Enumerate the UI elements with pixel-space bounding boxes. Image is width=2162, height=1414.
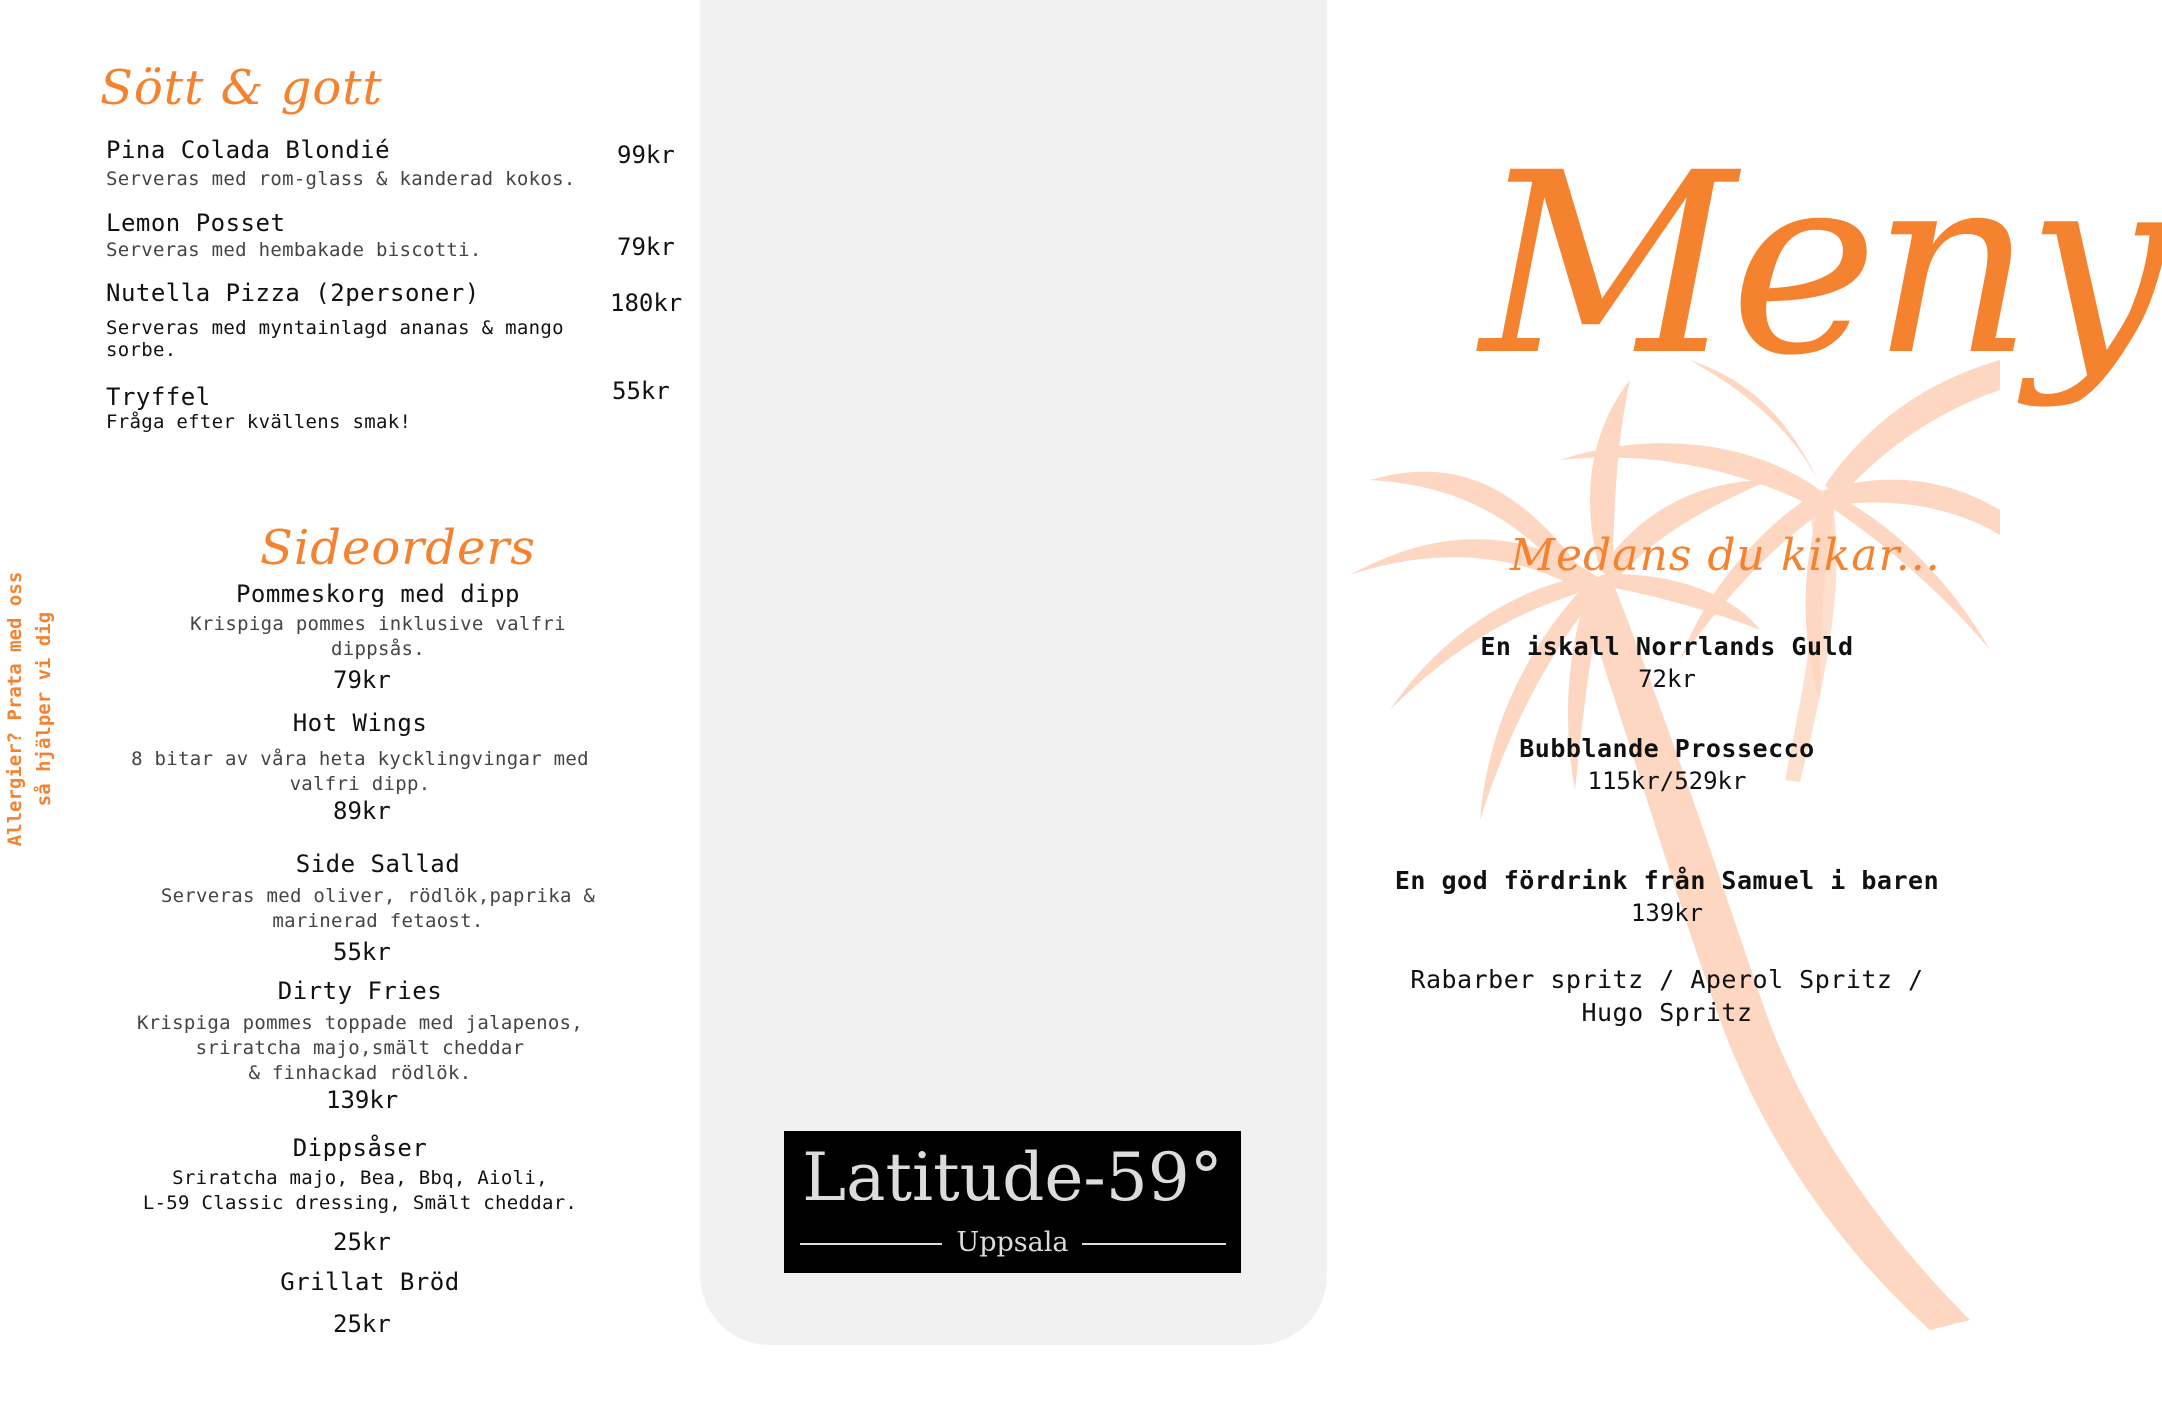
dessert-desc: Serveras med hembakade biscotti. <box>106 239 482 261</box>
side-price-4: 139kr <box>326 1086 399 1114</box>
dessert-name: Pina Colada Blondié <box>106 136 391 164</box>
dessert-name: Nutella Pizza (2personer) <box>106 279 480 307</box>
side-name: Pommeskorg med dipp <box>235 580 521 608</box>
dessert-desc: Fråga efter kvällens smak! <box>106 411 412 433</box>
side-item-2 <box>60 709 660 797</box>
side-desc: & finhackad rödlök. <box>248 1062 472 1084</box>
dessert-name: Lemon Posset <box>106 209 286 237</box>
side-desc: Krispiga pommes toppade med jalapenos, <box>136 1012 584 1034</box>
dessert-price-3: 180kr <box>610 289 683 317</box>
side-desc: L-59 Classic dressing, Smält cheddar. <box>142 1192 578 1214</box>
side-desc: 8 bitar av våra heta kycklingvingar med <box>131 748 589 770</box>
side-desc: valfri dipp. <box>289 773 431 795</box>
side-name: Side Sallad <box>295 850 461 878</box>
dessert-price-2: 79kr <box>617 233 675 261</box>
side-price-5: 25kr <box>333 1228 391 1256</box>
sides-section-title: Sideorders <box>260 520 536 576</box>
dessert-desc: Serveras med rom-glass & kanderad kokos. <box>106 168 576 190</box>
side-desc: dippsås. <box>331 638 425 660</box>
menu-title: Meny <box>1480 119 2162 410</box>
side-desc: Krispiga pommes inklusive valfri <box>190 613 566 635</box>
side-item-3 <box>78 850 678 934</box>
drink-item-3 <box>1357 866 1977 927</box>
side-desc: sriratcha majo,smält cheddar <box>195 1037 525 1059</box>
spritz-options <box>1357 963 1977 1029</box>
side-desc: Sriratcha majo, Bea, Bbq, Aioli, <box>172 1167 548 1189</box>
dessert-desc: sorbe. <box>106 339 177 361</box>
palm-tree-illustration <box>1330 320 2000 1340</box>
drink-price: 139kr <box>1630 899 1704 927</box>
side-item-6 <box>70 1268 670 1296</box>
dessert-desc: Serveras med myntainlagd ananas & mango <box>106 317 564 339</box>
side-price-3: 55kr <box>333 938 391 966</box>
side-price-2: 89kr <box>333 797 391 825</box>
drink-price: 115kr/529kr <box>1587 767 1747 795</box>
dessert-item-1 <box>106 136 576 190</box>
allergy-note-line2: så hjälper vi dig <box>33 611 55 807</box>
logo-subtext: Uppsala <box>956 1227 1069 1258</box>
logo-rule-right <box>1082 1243 1226 1245</box>
spritz-line-2: Hugo Spritz <box>1581 998 1753 1027</box>
dessert-item-4 <box>106 383 411 433</box>
side-item-5 <box>60 1134 660 1216</box>
logo-rule-left <box>800 1243 942 1245</box>
side-price-1: 79kr <box>333 666 391 694</box>
side-name: Dirty Fries <box>277 977 443 1005</box>
side-desc: marinerad fetaost. <box>272 910 484 932</box>
dessert-name: Tryffel <box>106 383 211 411</box>
latitude-59-logo <box>784 1131 1241 1273</box>
drink-item-1 <box>1357 632 1977 693</box>
dessert-item-3 <box>106 279 564 361</box>
side-price-6: 25kr <box>333 1310 391 1338</box>
dessert-section-title: Sött & gott <box>100 60 383 116</box>
drink-price: 72kr <box>1638 665 1696 693</box>
dessert-price-4: 55kr <box>612 377 670 405</box>
drink-name: En iskall Norrlands Guld <box>1480 632 1854 661</box>
side-desc: Serveras med oliver, rödlök,paprika & <box>160 885 596 907</box>
drink-item-2 <box>1357 734 1977 795</box>
side-name: Grillat Bröd <box>280 1268 460 1296</box>
logo-text: Latitude-59° <box>802 1139 1223 1216</box>
dessert-price-1: 99kr <box>617 141 675 169</box>
side-item-4 <box>60 977 660 1086</box>
side-name: Dippsåser <box>292 1134 428 1162</box>
dessert-item-2 <box>106 209 482 261</box>
drink-name: Bubblande Prossecco <box>1519 734 1815 763</box>
side-name: Hot Wings <box>292 709 428 737</box>
spritz-line-1: Rabarber spritz / Aperol Spritz / <box>1410 965 1924 994</box>
side-item-1 <box>78 580 678 662</box>
drink-name: En god fördrink från Samuel i baren <box>1394 866 1940 895</box>
allergy-note-line1: Allergier? Prata med oss <box>4 571 26 847</box>
allergy-note <box>1 559 59 859</box>
cover-subtitle: Medans du kikar... <box>1510 530 1941 581</box>
